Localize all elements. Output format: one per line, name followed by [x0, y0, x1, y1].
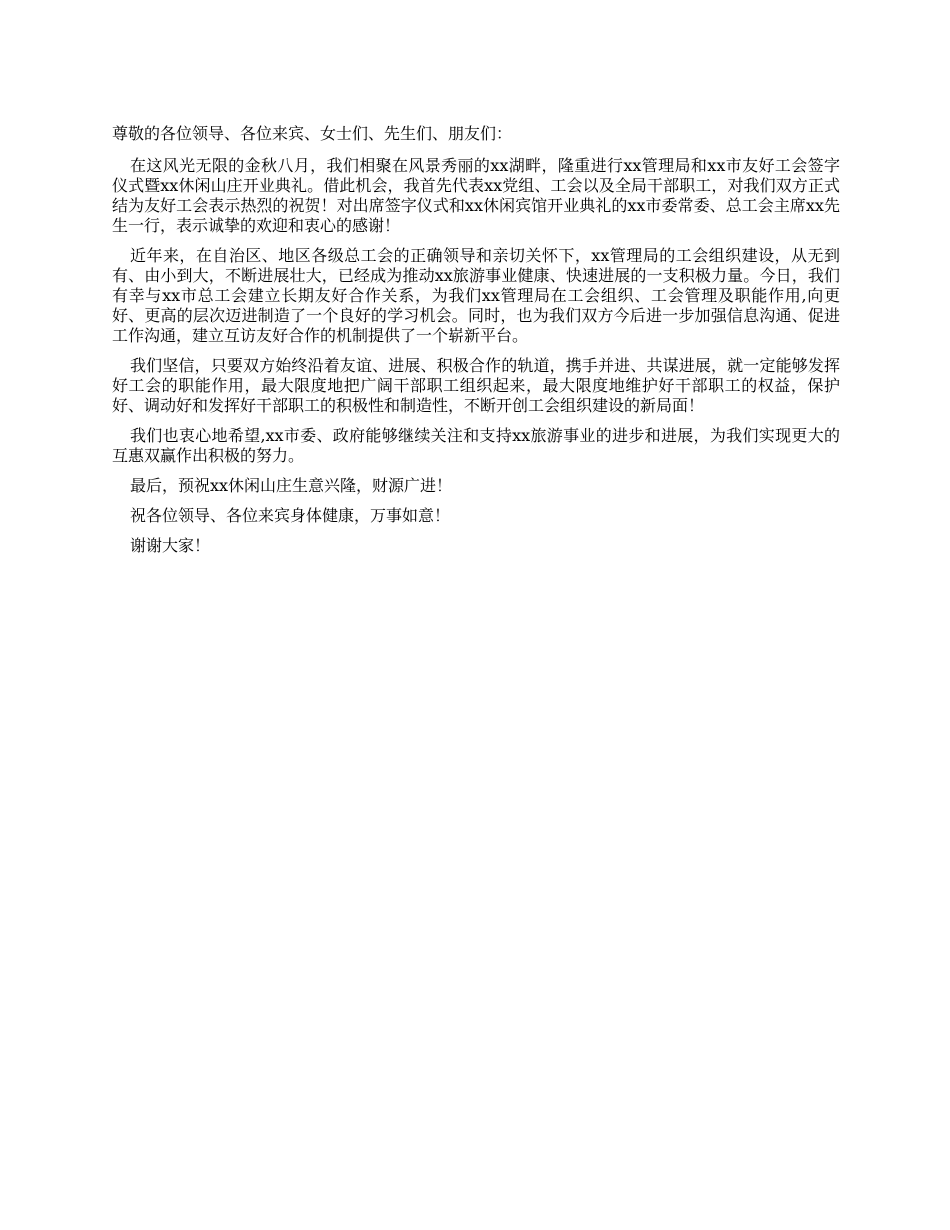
closing-wish-business: 最后，预祝xx休闲山庄生意兴隆，财源广进！	[130, 476, 453, 495]
document-body	[112, 124, 840, 566]
paragraph-opening: 在这风光无限的金秋八月，我们相聚在风景秀丽的xx湖畔，隆重进行xx管理局和xx市友好工会签字仪式暨xx休闲山庄开业典礼。借此机会，我首先代表xx党组、工会以及全局干部职工，对我们双方正式结为友好工会表示热烈的祝贺！对出席签字仪式和xx休闲宾馆开业典礼的xx市委常委、总工会主席xx先生一行，表示诚挚的欢迎和衷心的感谢！	[112, 156, 840, 235]
paragraph-belief: 我们坚信，只要双方始终沿着友谊、进展、积极合作的轨道，携手并进、共谋进展，就一定能够发挥好工会的职能作用，最大限度地把广阔干部职工组织起来，最大限度地维护好干部职工的权益，保护好、调动好和发挥好干部职工的积极性和制造性，不断开创工会组织建设的新局面！	[112, 356, 840, 415]
salutation: 尊敬的各位领导、各位来宾、女士们、先生们、朋友们：	[112, 124, 513, 143]
closing-wish-health: 祝各位领导、各位来宾身体健康，万事如意！	[130, 506, 451, 525]
paragraph-hope: 我们也衷心地希望,xx市委、政府能够继续关注和支持xx旅游事业的进步和进展，为我们实现更大的互惠双赢作出积极的努力。	[112, 426, 840, 465]
paragraph-recent-years: 近年来，在自治区、地区各级总工会的正确领导和亲切关怀下，xx管理局的工会组织建设，从无到有、由小到大，不断进展壮大，已经成为推动xx旅游事业健康、快速进展的一支积极力量。今日，我们有幸与xx市总工会建立长期友好合作关系，为我们xx管理局在工会组织、工会管理及职能作用,向更好、更高的层次迈进制造了一个良好的学习机会。同时，也为我们双方今后进一步加强信息沟通、促进工作沟通，建立互访友好合作的机制提供了一个崭新平台。	[112, 246, 840, 345]
closing-thanks: 谢谢大家！	[130, 536, 211, 555]
